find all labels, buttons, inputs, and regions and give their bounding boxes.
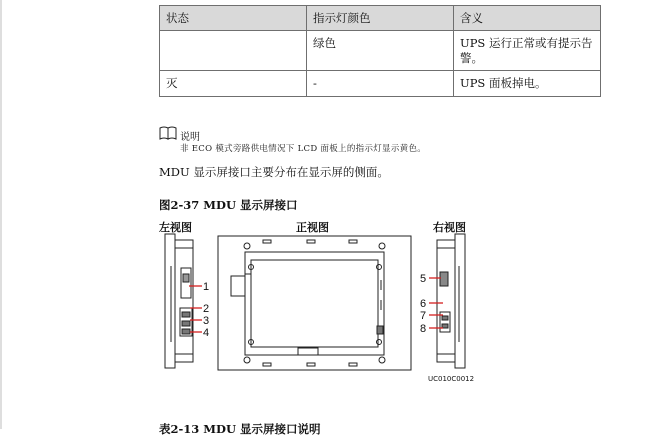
table-header-cell: 状态 xyxy=(160,6,307,31)
front-view-label: 正视图 xyxy=(296,221,329,234)
callout-4: 4 xyxy=(203,327,210,339)
callout-3: 3 xyxy=(203,315,210,327)
callout-8: 8 xyxy=(420,323,427,335)
callout-5: 5 xyxy=(420,273,427,285)
table-cell: UPS 面板掉电。 xyxy=(454,71,601,96)
callout-2: 2 xyxy=(203,303,210,315)
book-icon xyxy=(159,126,177,140)
table-cell: - xyxy=(307,71,454,96)
table-cell: 绿色 xyxy=(307,31,454,71)
table-cell xyxy=(160,31,307,71)
figure-title: 图2-37 MDU 显示屏接口 xyxy=(159,198,298,212)
body-paragraph: MDU 显示屏接口主要分布在显示屏的侧面。 xyxy=(159,165,389,179)
table-header-row xyxy=(160,6,601,31)
page-edge xyxy=(0,0,2,429)
next-table-caption: 表2-13 MDU 显示屏接口说明 xyxy=(159,422,321,436)
left-side-view xyxy=(165,234,193,368)
callout-7: 7 xyxy=(420,310,427,322)
mdu-display-diagram xyxy=(155,230,475,375)
callout-1: 1 xyxy=(203,281,210,293)
note-title: 说明 xyxy=(180,132,200,143)
front-view xyxy=(218,236,411,370)
table-header-cell: 含义 xyxy=(454,6,601,31)
right-view-label: 右视图 xyxy=(433,221,466,234)
table-row xyxy=(160,31,601,71)
callout-6: 6 xyxy=(420,298,427,310)
left-view-label: 左视图 xyxy=(159,221,192,234)
note-text: 非 ECO 模式旁路供电情况下 LCD 面板上的指示灯显示黄色。 xyxy=(180,144,427,154)
table-row xyxy=(160,71,601,96)
figure-code: UC010C0012 xyxy=(428,375,475,383)
right-side-view xyxy=(437,234,465,368)
table-cell: 灭 xyxy=(160,71,307,96)
table-cell: UPS 运行正常或有提示告警。 xyxy=(454,31,601,71)
indicator-status-table xyxy=(159,5,601,97)
table-header-cell: 指示灯颜色 xyxy=(307,6,454,31)
